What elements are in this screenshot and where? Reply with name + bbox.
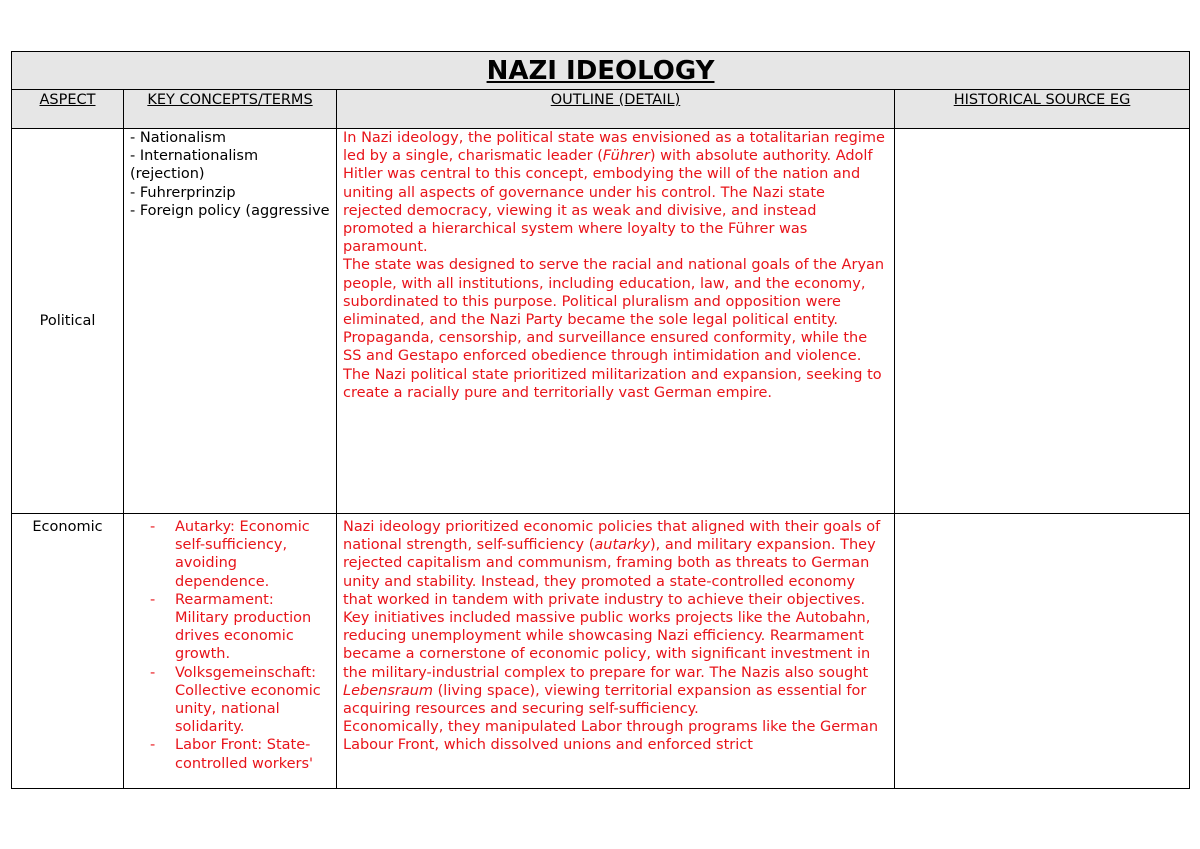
outline-text: Key initiatives included massive public works projects like the Autobahn, reducing unemployment while showcasing Nazi efficiency. Rearmament became a cornerstone of economic policy, with significant investment in the military-industrial complex to prepare for war. The Nazis also sought	[343, 610, 871, 681]
key-terms-cell	[124, 514, 337, 789]
title-row	[12, 52, 1190, 90]
table-row	[12, 129, 1190, 514]
outline-paragraph	[343, 129, 888, 256]
outline-paragraph	[343, 609, 888, 718]
list-item: - Autarky: Economic self-sufficiency, avoiding dependence.	[150, 518, 330, 591]
key-terms-list	[130, 129, 330, 220]
list-item: - Rearmament: Military production drives economic growth.	[150, 591, 330, 664]
list-item: - Internationalism (rejection)	[130, 148, 259, 183]
historical-source-cell	[895, 129, 1190, 514]
table-row	[12, 514, 1190, 789]
list-item: - Volksgemeinschaft: Collective economic unity, national solidarity.	[150, 664, 330, 737]
header-historical-source: HISTORICAL SOURCE EG	[895, 90, 1190, 129]
outline-text: Nazi ideology prioritized economic policies that aligned with their goals of national strength, self-sufficiency (	[343, 519, 881, 554]
page-title: NAZI IDEOLOGY	[486, 55, 715, 86]
outline-text: ), and military expansion. They rejected capitalism and communism, framing both as threats to German unity and stability. Instead, they promoted a state-controlled economy that worked in tandem with private industry to achieve their objectives.	[343, 537, 876, 608]
aspect-cell: Economic	[12, 514, 124, 789]
list-item: - Labor Front: State-controlled workers'	[150, 736, 330, 772]
outline-emphasis: Lebensraum	[343, 682, 434, 699]
outline-paragraph	[343, 518, 888, 609]
outline-text: (living space), viewing territorial expansion as essential for acquiring resources and securing self-sufficiency.	[343, 682, 867, 718]
aspect-cell: Political	[12, 129, 124, 514]
header-row	[12, 90, 1190, 129]
list-item: - Fuhrerprinzip	[130, 184, 236, 201]
key-terms-cell	[124, 129, 337, 514]
title-cell	[12, 52, 1190, 90]
outline-text: ) with absolute authority. Adolf Hitler was central to this concept, embodying the will of the nation and uniting all aspects of governance under his control. The Nazi state rejected democracy, viewing it as weak and divisive, and instead promoted a hierarchical system where loyalty to the Führer was paramount.	[343, 148, 873, 256]
header-aspect: ASPECT	[12, 90, 124, 129]
ideology-table	[11, 51, 1190, 789]
outline-emphasis: Führer	[602, 148, 650, 165]
historical-source-cell	[895, 514, 1190, 789]
outline-cell	[337, 514, 895, 789]
outline-paragraph: The state was designed to serve the racial and national goals of the Aryan people, with all institutions, including education, law, and the economy, subordinated to this purpose. Political pluralism and opposition were eliminated, and the Nazi Party became the sole legal political entity. Propaganda, censorship, and surveillance ensured conformity, while the SS and Gestapo enforced obedience through intimidation and violence. The Nazi political state prioritized militarization and expansion, seeking to create a racially pure and territorially vast German empire.	[343, 257, 885, 401]
key-terms-list	[130, 518, 330, 773]
list-item: - Nationalism	[130, 130, 226, 146]
outline-paragraph: Economically, they manipulated Labor through programs like the German Labour Front, which dissolved unions and enforced strict	[343, 719, 879, 754]
header-outline: OUTLINE (DETAIL)	[337, 90, 895, 129]
outline-cell	[337, 129, 895, 514]
outline-text: In Nazi ideology, the political state was envisioned as a totalitarian regime led by a single, charismatic leader (	[343, 130, 885, 165]
outline-emphasis: autarky	[594, 537, 651, 554]
header-key-concepts: KEY CONCEPTS/TERMS	[124, 90, 337, 129]
list-item: - Foreign policy (aggressive	[130, 202, 330, 219]
